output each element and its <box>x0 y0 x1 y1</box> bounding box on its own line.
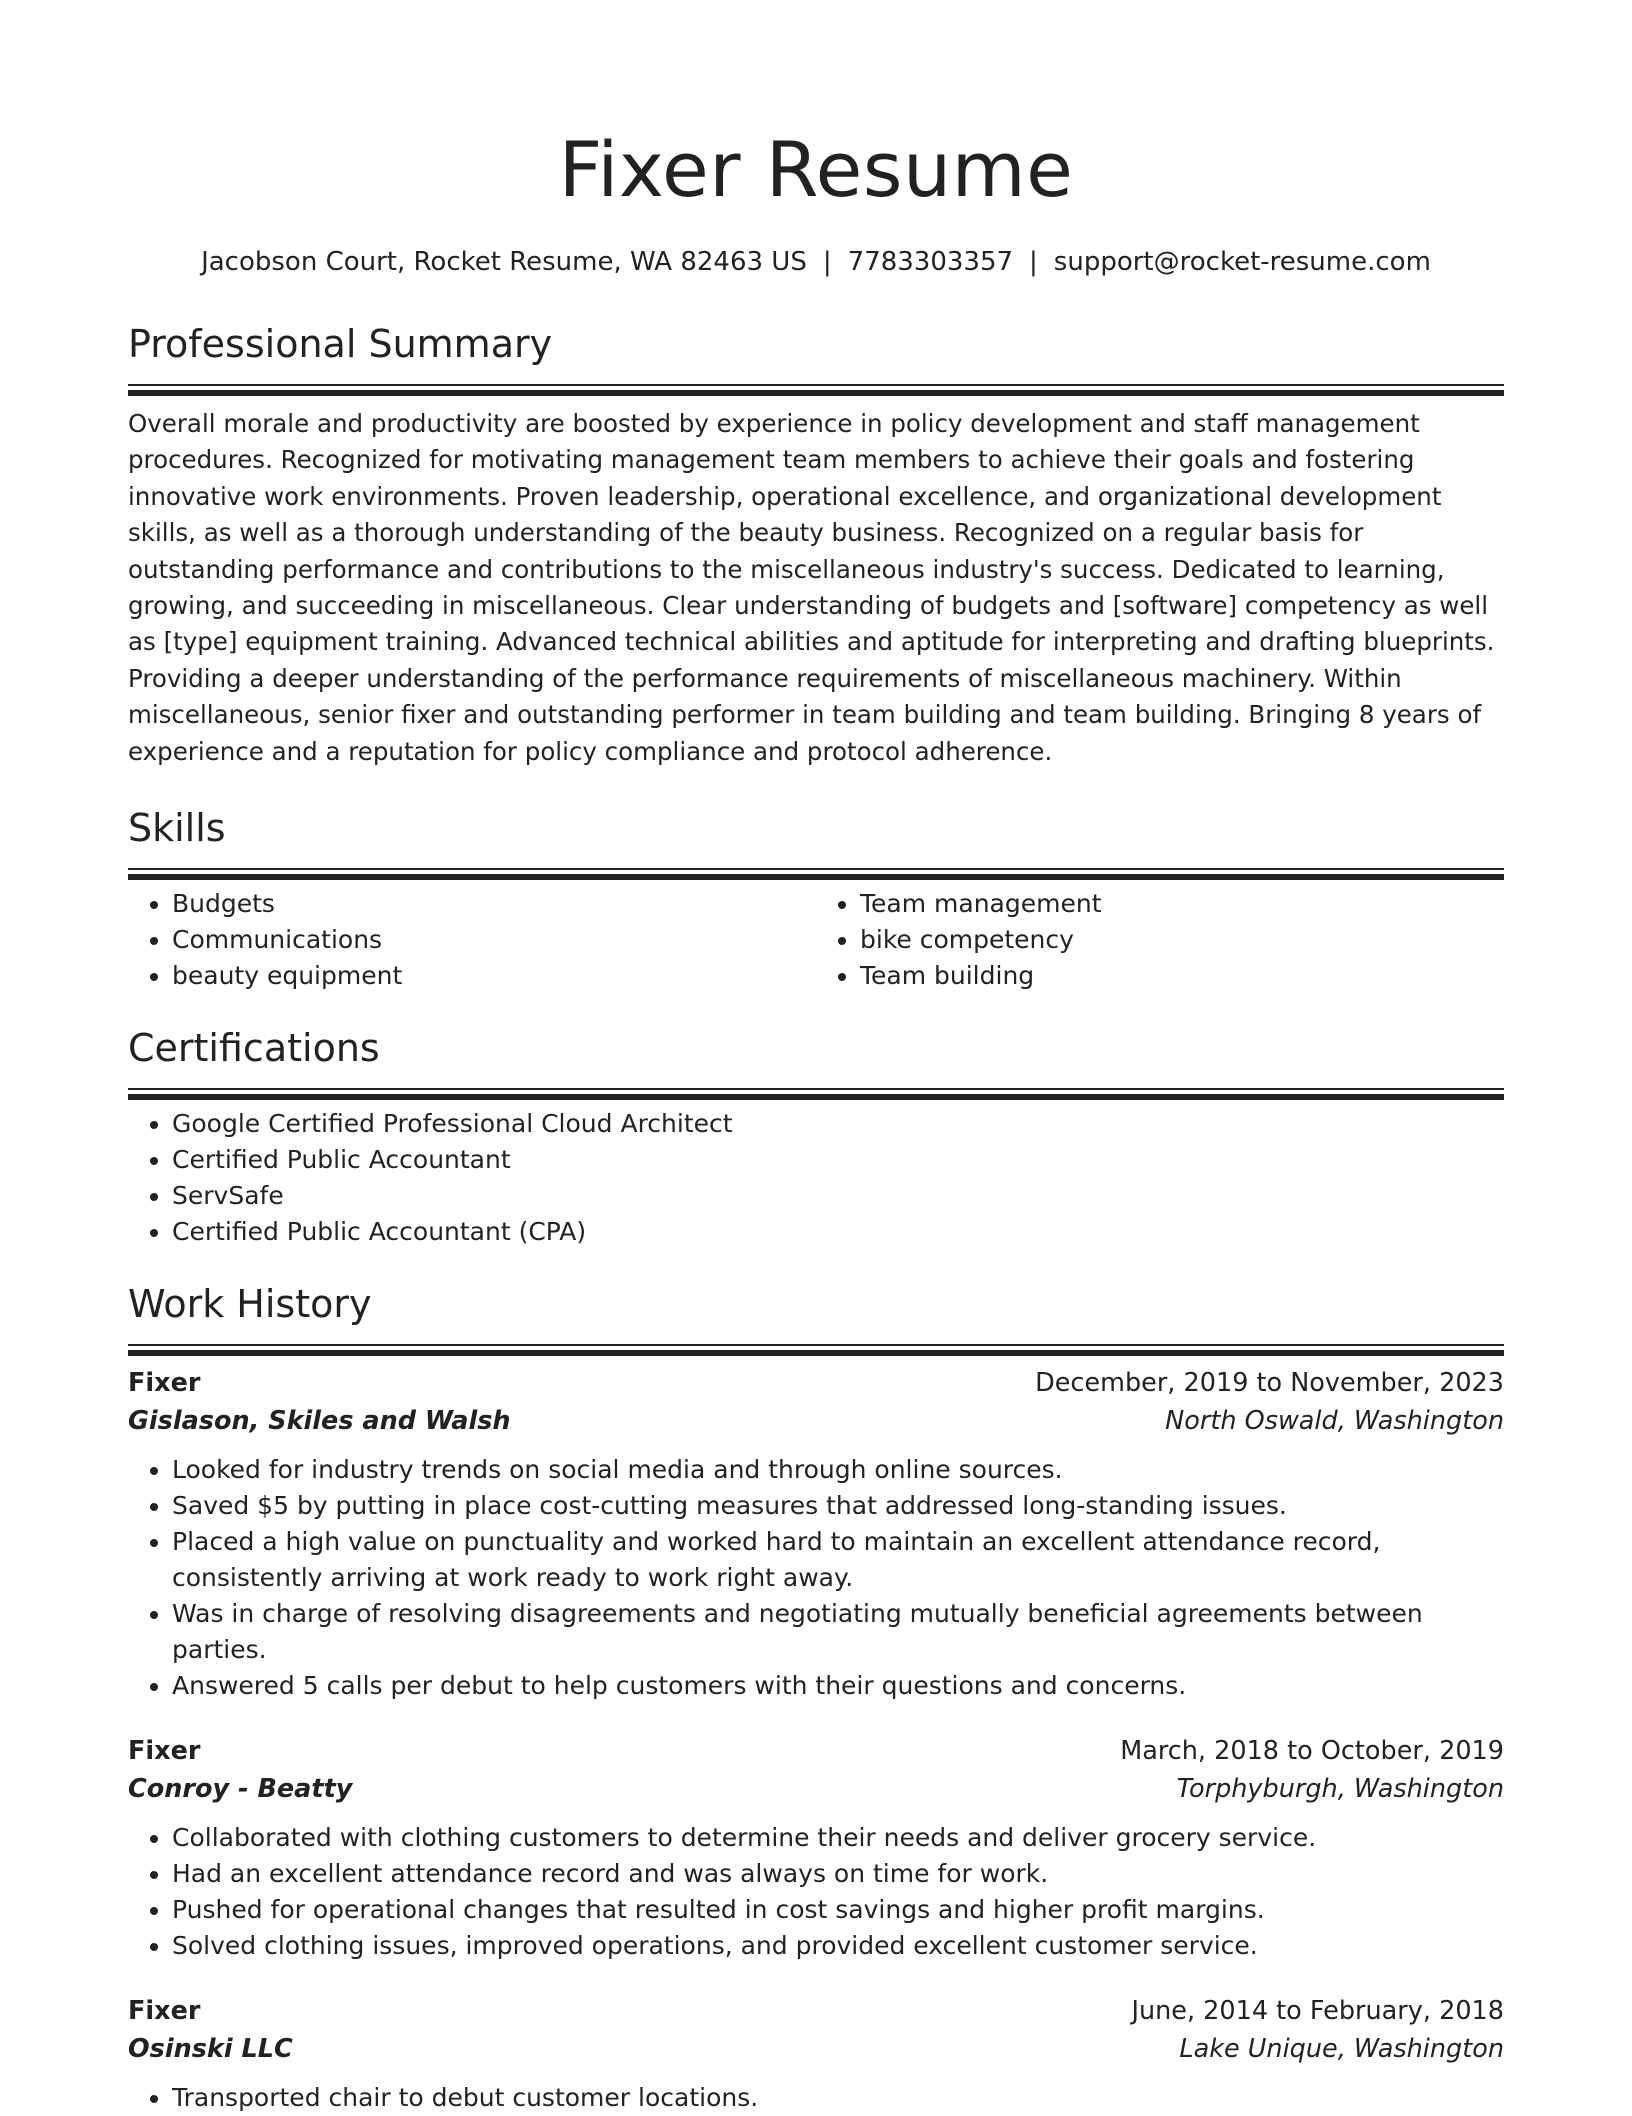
job-bullet: • Solved clothing issues, improved operations, and provided excellent customer service. <box>172 1928 1504 1964</box>
job-bullet: • Transported chair to debut customer locations. <box>172 2080 1504 2116</box>
job-dates: June, 2014 to February, 2018 <box>1131 1996 1504 2027</box>
contact-separator: | <box>822 247 832 277</box>
job-dates: March, 2018 to October, 2019 <box>1120 1736 1504 1767</box>
skill-item: • Budgets <box>172 886 816 922</box>
job-bullet: • Was in charge of resolving disagreements and negotiating mutually beneficial agreements between parties. <box>172 1596 1504 1668</box>
section-divider <box>128 384 1504 390</box>
job-bullets <box>128 2080 1504 2116</box>
contact-line <box>128 244 1504 280</box>
certifications-list <box>128 1106 1504 1250</box>
job-company-row <box>128 2030 1504 2068</box>
job-header-row <box>128 1732 1504 1770</box>
contact-separator: | <box>1029 247 1038 277</box>
skills-columns <box>128 886 1504 994</box>
skill-item: • Team management <box>860 886 1504 922</box>
skills-list-right <box>816 886 1504 994</box>
skills-list-left <box>128 886 816 994</box>
job-bullet: • Answered 5 calls per debut to help customers with their questions and concerns. <box>172 1668 1504 1704</box>
job-dates: December, 2019 to November, 2023 <box>1035 1368 1504 1399</box>
work-history-heading: Work History <box>128 1282 372 1327</box>
job-title: Fixer <box>128 1996 201 2027</box>
summary-heading: Professional Summary <box>128 322 553 366</box>
job-company: Osinski LLC <box>128 2034 293 2065</box>
section-divider <box>128 1088 1504 1094</box>
job-header-row <box>128 1992 1504 2030</box>
job-entry <box>128 1364 1504 1704</box>
skills-section <box>128 804 1504 994</box>
certifications-list-wrap <box>128 1106 1504 1250</box>
job-bullet: • Pushed for operational changes that resulted in cost savings and higher profit margins. <box>172 1892 1504 1928</box>
job-title: Fixer <box>128 1368 201 1399</box>
certifications-section <box>128 1024 1504 1250</box>
job-bullets <box>128 1452 1504 1704</box>
job-bullet: • Collaborated with clothing customers to determine their needs and deliver grocery service. <box>172 1820 1504 1856</box>
job-location: Torphyburgh, Washington <box>1176 1774 1504 1805</box>
contact-phone: 7783303357 <box>847 247 1014 277</box>
job-location: Lake Unique, Washington <box>1179 2034 1504 2065</box>
job-bullet: • Looked for industry trends on social media and through online sources. <box>172 1452 1504 1488</box>
contact-email: support@rocket-resume.com <box>1053 247 1431 277</box>
skills-heading: Skills <box>128 806 226 851</box>
certification-item: • Certified Public Accountant (CPA) <box>172 1214 1504 1250</box>
job-company-row <box>128 1402 1504 1440</box>
certifications-heading: Certifications <box>128 1026 380 1071</box>
job-bullet: • Placed a high value on punctuality and worked hard to maintain an excellent attendance record, consistently arriving at work ready to work right away. <box>172 1524 1504 1596</box>
contact-address: Jacobson Court, Rocket Resume, WA 82463 US <box>201 247 807 277</box>
job-location: North Oswald, Washington <box>1165 1406 1504 1437</box>
job-title: Fixer <box>128 1736 201 1767</box>
summary-section <box>128 320 1504 770</box>
job-company-row <box>128 1770 1504 1808</box>
skill-item: • beauty equipment <box>172 958 816 994</box>
skill-item: • bike competency <box>860 922 1504 958</box>
section-divider <box>128 1344 1504 1350</box>
job-entry <box>128 1992 1504 2116</box>
skill-item: • Team building <box>860 958 1504 994</box>
certification-item: • ServSafe <box>172 1178 1504 1214</box>
job-bullets <box>128 1820 1504 1964</box>
job-company: Gislason, Skiles and Walsh <box>128 1406 511 1437</box>
job-bullet: • Had an excellent attendance record and was always on time for work. <box>172 1856 1504 1892</box>
summary-text: Overall morale and productivity are boosted by experience in policy development and staff management procedures. Recognized for motivating management team members to achieve their goals and fostering innovative work environments. Proven leadership, operational excellence, and organizational development skills, as well as a thorough understanding of the beauty business. Recognized on a regular basis for outstanding performance and contributions to the miscellaneous industry's success. Dedicated to learning, growing, and succeeding in miscellaneous. Clear understanding of budgets and [software] competency as well as [type] equipment training. Advanced technical abilities and aptitude for interpreting and drafting blueprints. Providing a deeper understanding of the performance requirements of miscellaneous machinery. Within miscellaneous, senior fixer and outstanding performer in team building and team building. Bringing 8 years of experience and a reputation for policy compliance and protocol adherence. <box>128 409 1495 766</box>
section-divider <box>128 868 1504 874</box>
job-header-row <box>128 1364 1504 1402</box>
job-company: Conroy - Beatty <box>128 1774 353 1805</box>
resume-title: Fixer Resume <box>558 125 1074 214</box>
job-bullet: • Saved $5 by putting in place cost-cutting measures that addressed long-standing issues. <box>172 1488 1504 1524</box>
certification-item: • Certified Public Accountant <box>172 1142 1504 1178</box>
work-history-section <box>128 1280 1504 2116</box>
skill-item: • Communications <box>172 922 816 958</box>
job-entry <box>128 1732 1504 1964</box>
certification-item: • Google Certified Professional Cloud Architect <box>172 1106 1504 1142</box>
